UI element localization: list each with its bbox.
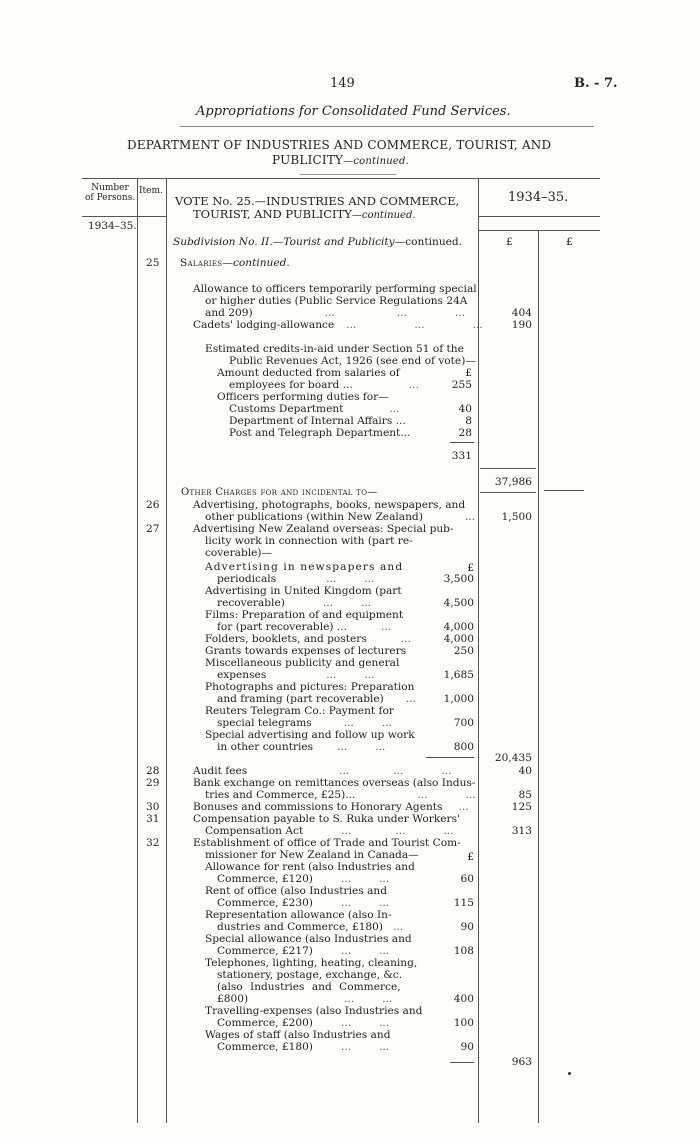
est7-amount: 90 <box>460 1041 474 1053</box>
pub4-text: Folders, booklets, and posters <box>205 633 367 645</box>
est6-line2-text: Commerce, £200) <box>217 1017 313 1029</box>
page-dot <box>568 1072 571 1075</box>
pub9-line2: in other countries ... ... <box>217 741 386 753</box>
cadets-line: Cadets' lodging-allowance ... ... ... <box>193 319 483 331</box>
pub8-amount: 700 <box>453 717 474 729</box>
col-rule-persons <box>137 178 138 1123</box>
year-left: 1934–35. <box>88 220 137 232</box>
pub6-line1: Miscellaneous publicity and general <box>205 657 400 669</box>
pub3-line2-text: for (part recoverable) ... <box>217 621 347 633</box>
allowance-line3: and 209) ... ... ... <box>205 307 465 319</box>
item28-amount: 40 <box>518 765 532 777</box>
year-header: 1934–35. <box>508 190 569 205</box>
item27-total: 20,435 <box>494 752 532 764</box>
item-number: 25 <box>146 257 160 269</box>
est6-line2: Commerce, £200) ... ... <box>217 1017 390 1029</box>
pub8-line2: special telegrams ... ... <box>217 717 392 729</box>
deduct-line2: employees for board ... ... <box>229 379 419 391</box>
pub2-line2: recoverable) ... ... <box>217 597 372 609</box>
pub9-amount: 800 <box>453 741 474 753</box>
salaries-label: Salaries <box>180 257 223 269</box>
pub8-line2-text: special telegrams <box>217 717 312 729</box>
est3-line2: dustries and Commerce, £180) ... <box>217 921 404 933</box>
col-rule-item <box>166 178 167 1123</box>
pub3-amount: 4,000 <box>443 621 474 633</box>
publicity-rule <box>426 757 474 758</box>
est3-line1: Representation allowance (also In- <box>205 909 392 921</box>
pub1-line2-text: periodicals <box>217 573 277 585</box>
pub3-line1: Films: Preparation of and equipment <box>205 609 404 621</box>
est5-amount: 400 <box>453 993 474 1005</box>
est5-line2: stationery, postage, exchange, &c. <box>217 969 403 981</box>
item32-line1: Establishment of office of Trade and Tourist Com- <box>193 837 461 849</box>
item27-line3: coverable)— <box>205 547 273 559</box>
credits-rule <box>450 442 474 443</box>
item30-text: Bonuses and commissions to Honorary Agents <box>193 801 443 813</box>
item32-line2: missioner for New Zealand in Canada— <box>205 849 419 861</box>
right-rule-bottom <box>544 490 584 491</box>
pub5-line: Grants towards expenses of lecturers <box>205 645 407 657</box>
number-persons-l1: Number <box>91 183 129 193</box>
department-name: PUBLICITY <box>272 153 344 167</box>
pub7-amount: 1,000 <box>443 693 474 705</box>
item31-amount: 313 <box>511 825 532 837</box>
deduct-amount: 255 <box>451 379 472 391</box>
item31-line2-text: Compensation Act <box>205 825 304 837</box>
pub6-amount: 1,685 <box>443 669 474 681</box>
est7-line1: Wages of staff (also Industries and <box>205 1029 391 1041</box>
est2-line2-text: Commerce, £230) <box>217 897 313 909</box>
pub6-line2: expenses ... ... <box>217 669 375 681</box>
vote-title-text: TOURIST, AND PUBLICITY <box>193 207 352 221</box>
subdivision-italic: Subdivision No. II.—Tourist and Publicity <box>173 236 395 248</box>
item27-line1: Advertising New Zealand overseas: Special pub- <box>193 523 454 535</box>
pub7-line2: and framing (part recoverable) ... <box>217 693 416 705</box>
pub2-line2-text: recoverable) <box>217 597 285 609</box>
item26-amount: 1,500 <box>501 511 532 523</box>
year-col-rule <box>478 216 600 217</box>
department-cont: —continued. <box>343 156 410 167</box>
item-number: 31 <box>146 813 160 825</box>
item-number: 26 <box>146 499 160 511</box>
est4-line2-text: Commerce, £217) <box>217 945 313 957</box>
credits-total: 331 <box>451 450 472 462</box>
item29-line2: tries and Commerce, £25)... ... ... <box>205 789 476 801</box>
est5-line3: (also Industries and Commerce, <box>217 981 401 993</box>
deduct-line2-text: employees for board ... <box>229 379 353 391</box>
item30-amount: 125 <box>511 801 532 813</box>
item32-total: 963 <box>511 1056 532 1068</box>
credits-pound: £ <box>465 367 472 379</box>
est3-amount: 90 <box>460 921 474 933</box>
item27-line2: licity work in connection with (part re- <box>205 535 413 547</box>
allowance-line3-text: and 209) <box>205 307 253 319</box>
pound-symbol-col1: £ <box>506 236 513 248</box>
est1-amount: 60 <box>460 873 474 885</box>
post-telegraph-amount: 28 <box>458 427 472 439</box>
page-subtitle: Appropriations for Consolidated Fund Services. <box>196 104 511 119</box>
pub5-amount: 250 <box>453 645 474 657</box>
item30-line: Bonuses and commissions to Honorary Agents ... <box>193 801 469 813</box>
number-persons-header <box>85 183 135 203</box>
internal-affairs-amount: 8 <box>465 415 472 427</box>
est1-line2: Commerce, £120) ... ... <box>217 873 390 885</box>
allowance-line1: Allowance to officers temporarily performing special <box>193 283 477 295</box>
est3-line2-text: dustries and Commerce, £180) <box>217 921 384 933</box>
officers-line: Officers performing duties for— <box>217 391 389 403</box>
item28-line: Audit fees ... ... ... <box>193 765 452 777</box>
pub7-line1: Photographs and pictures: Preparation <box>205 681 415 693</box>
customs-amount: 40 <box>458 403 472 415</box>
subdivision-cont: —continued. <box>394 236 463 248</box>
item29-line2-text: tries and Commerce, £25)... <box>205 789 356 801</box>
pub2-line1: Advertising in United Kingdom (part <box>205 585 402 597</box>
credits-line1: Estimated credits-in-aid under Section 51 of the <box>205 343 464 355</box>
est5-line4: £800) ... ... <box>217 993 393 1005</box>
est7-line2: Commerce, £180) ... ... <box>217 1041 390 1053</box>
number-persons-l2: of Persons. <box>85 193 136 203</box>
header-rule <box>180 126 594 127</box>
est2-line2: Commerce, £230) ... ... <box>217 897 390 909</box>
est2-amount: 115 <box>453 897 474 909</box>
est1-line1: Allowance for rent (also Industries and <box>205 861 415 873</box>
est5-line1: Telephones, lighting, heating, cleaning, <box>205 957 418 969</box>
other-charges-heading: Other Charges for and incidental to— <box>181 487 378 498</box>
pub9-line2-text: in other countries <box>217 741 314 753</box>
customs-text: Customs Department <box>229 403 344 415</box>
pub1-line1: Advertising in newspapers and <box>205 561 404 573</box>
header-bottom-rule <box>82 216 166 217</box>
pub2-amount: 4,500 <box>443 597 474 609</box>
item26-line1: Advertising, photographs, books, newspapers, and <box>193 499 466 511</box>
item29-line1: Bank exchange on remittances overseas (also Indus- <box>193 777 476 789</box>
pub8-line1: Reuters Telegram Co.: Payment for <box>205 705 394 717</box>
est6-line1: Travelling-expenses (also Industries and <box>205 1005 423 1017</box>
col-rule-amount <box>538 230 539 1123</box>
item-number: 28 <box>146 765 160 777</box>
salaries-rule-bottom <box>480 492 536 493</box>
allowance-amount: 404 <box>511 307 532 319</box>
salaries-cont: —continued. <box>222 257 290 269</box>
salaries-total: 37,986 <box>494 476 532 488</box>
post-telegraph-line: Post and Telegraph Department... <box>229 427 411 439</box>
establishment-pound: £ <box>467 851 474 863</box>
est4-line1: Special allowance (also Industries and <box>205 933 412 945</box>
est7-line2-text: Commerce, £180) <box>217 1041 313 1053</box>
document-code: B. - 7. <box>574 76 618 91</box>
page-number: 149 <box>330 76 355 91</box>
salaries-heading <box>180 257 290 269</box>
vote-title-cont: —continued. <box>351 210 416 221</box>
item-number: 27 <box>146 523 160 535</box>
department-title-line2 <box>272 153 409 167</box>
item26-line2: other publications (within New Zealand) ... <box>205 511 475 523</box>
est4-amount: 108 <box>453 945 474 957</box>
est6-amount: 100 <box>453 1017 474 1029</box>
cadets-amount: 190 <box>511 319 532 331</box>
subdivision-heading <box>173 236 462 248</box>
est4-line2: Commerce, £217) ... ... <box>217 945 390 957</box>
cadets-text: Cadets' lodging-allowance <box>193 319 335 331</box>
item-number: 30 <box>146 801 160 813</box>
salaries-rule-top <box>480 468 536 469</box>
amount-head-rule <box>478 230 600 231</box>
pub4-amount: 4,000 <box>443 633 474 645</box>
pub3-line2: for (part recoverable) ... ... <box>217 621 392 633</box>
vote-title-l1: VOTE No. 25.—INDUSTRIES AND COMMERCE, <box>175 194 460 208</box>
est1-line2-text: Commerce, £120) <box>217 873 313 885</box>
credits-line2: Public Revenues Act, 1926 (see end of vote)— <box>229 355 476 367</box>
pub6-line2-text: expenses <box>217 669 267 681</box>
pub7-line2-text: and framing (part recoverable) <box>217 693 384 705</box>
item31-line1: Compensation payable to S. Ruka under Workers' <box>193 813 460 825</box>
pub1-line2: periodicals ... ... <box>217 573 375 585</box>
est5-line4-text: £800) <box>217 993 249 1005</box>
item-header: Item. <box>139 186 163 196</box>
internal-affairs-line: Department of Internal Affairs ... <box>229 415 406 427</box>
item28-text: Audit fees <box>193 765 248 777</box>
allowance-line2: or higher duties (Public Service Regulations 24A <box>205 295 468 307</box>
pub9-line1: Special advertising and follow up work <box>205 729 415 741</box>
department-title-line1: DEPARTMENT OF INDUSTRIES AND COMMERCE, TOURIST, AND <box>127 138 552 152</box>
pound-symbol-col2: £ <box>566 236 573 248</box>
vote-title-l2 <box>193 208 416 222</box>
pub1-amount: 3,500 <box>443 573 474 585</box>
pub4-line: Folders, booklets, and posters ... <box>205 633 411 645</box>
item31-line2: Compensation Act ... ... ... <box>205 825 454 837</box>
publicity-pound: £ <box>467 562 474 574</box>
item-number: 32 <box>146 837 160 849</box>
department-rule <box>300 174 396 175</box>
deduct-line1: Amount deducted from salaries of <box>217 367 400 379</box>
item-number: 29 <box>146 777 160 789</box>
item26-line2-text: other publications (within New Zealand) <box>205 511 423 523</box>
table-top-rule <box>82 178 600 179</box>
est2-line1: Rent of office (also Industries and <box>205 885 387 897</box>
item29-amount: 85 <box>518 789 532 801</box>
customs-line: Customs Department ... <box>229 403 400 415</box>
establishment-rule <box>450 1062 474 1063</box>
